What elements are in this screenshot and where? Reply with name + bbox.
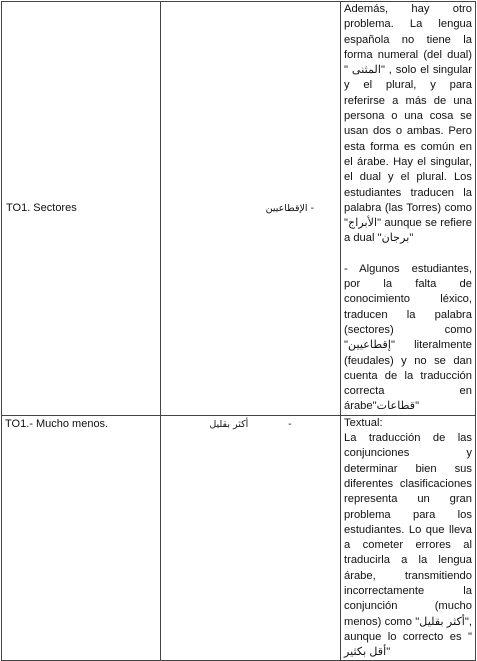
comment-cell (341, 2, 476, 416)
bullet-mark: - (288, 417, 292, 430)
comment-paragraph: Además, hay otro problema. La lengua española no tiene la forma numeral (del dual) " المثنى" , solo el singular y el plural, y para referirse a más de una persona o una cosa se usan dos o ambas. Pero esta forma es común en el árabe. Hay el singular, el dual y el plural. Los estudiantes traducen la palabra (las Torres) como "الأبراج" aunque se refiere a dual "برجان" (344, 3, 472, 245)
source-cell (2, 415, 161, 661)
comment-paragraph: La traducción de las conjunciones y determinar bien sus diferentes clasificaciones representa un gran problema para los estudiantes. Lo que lleva a cometer errores al traducirla a la lengua árabe, transmitiendo incorrectamente la conjunción (mucho menos) como "أكثر بقليل", aunque lo correcto es " أقل بكثير" (344, 432, 472, 659)
arabic-cell (161, 2, 341, 416)
comment-paragraph: - Algunos estudiantes, por la falta de conocimiento léxico, traducen la palabra (sectores) como "إقطاعيين" literalmente (feudales) y no se dan cuenta de la traducción correcta en árabe"قطاعات" (344, 262, 472, 413)
source-cell (2, 2, 161, 416)
comment-cell (341, 415, 476, 661)
arabic-text: - الإقطاعيين (265, 203, 314, 215)
arabic-cell (161, 415, 341, 661)
table-row (2, 415, 476, 661)
source-text: TO1. Sectores (6, 202, 77, 215)
source-text: TO1.- Mucho menos. (5, 417, 109, 430)
table-row (2, 2, 476, 416)
arabic-text: أكثر بقليل (209, 418, 249, 430)
comment-heading: Textual: (344, 416, 383, 429)
translation-table (1, 1, 476, 661)
